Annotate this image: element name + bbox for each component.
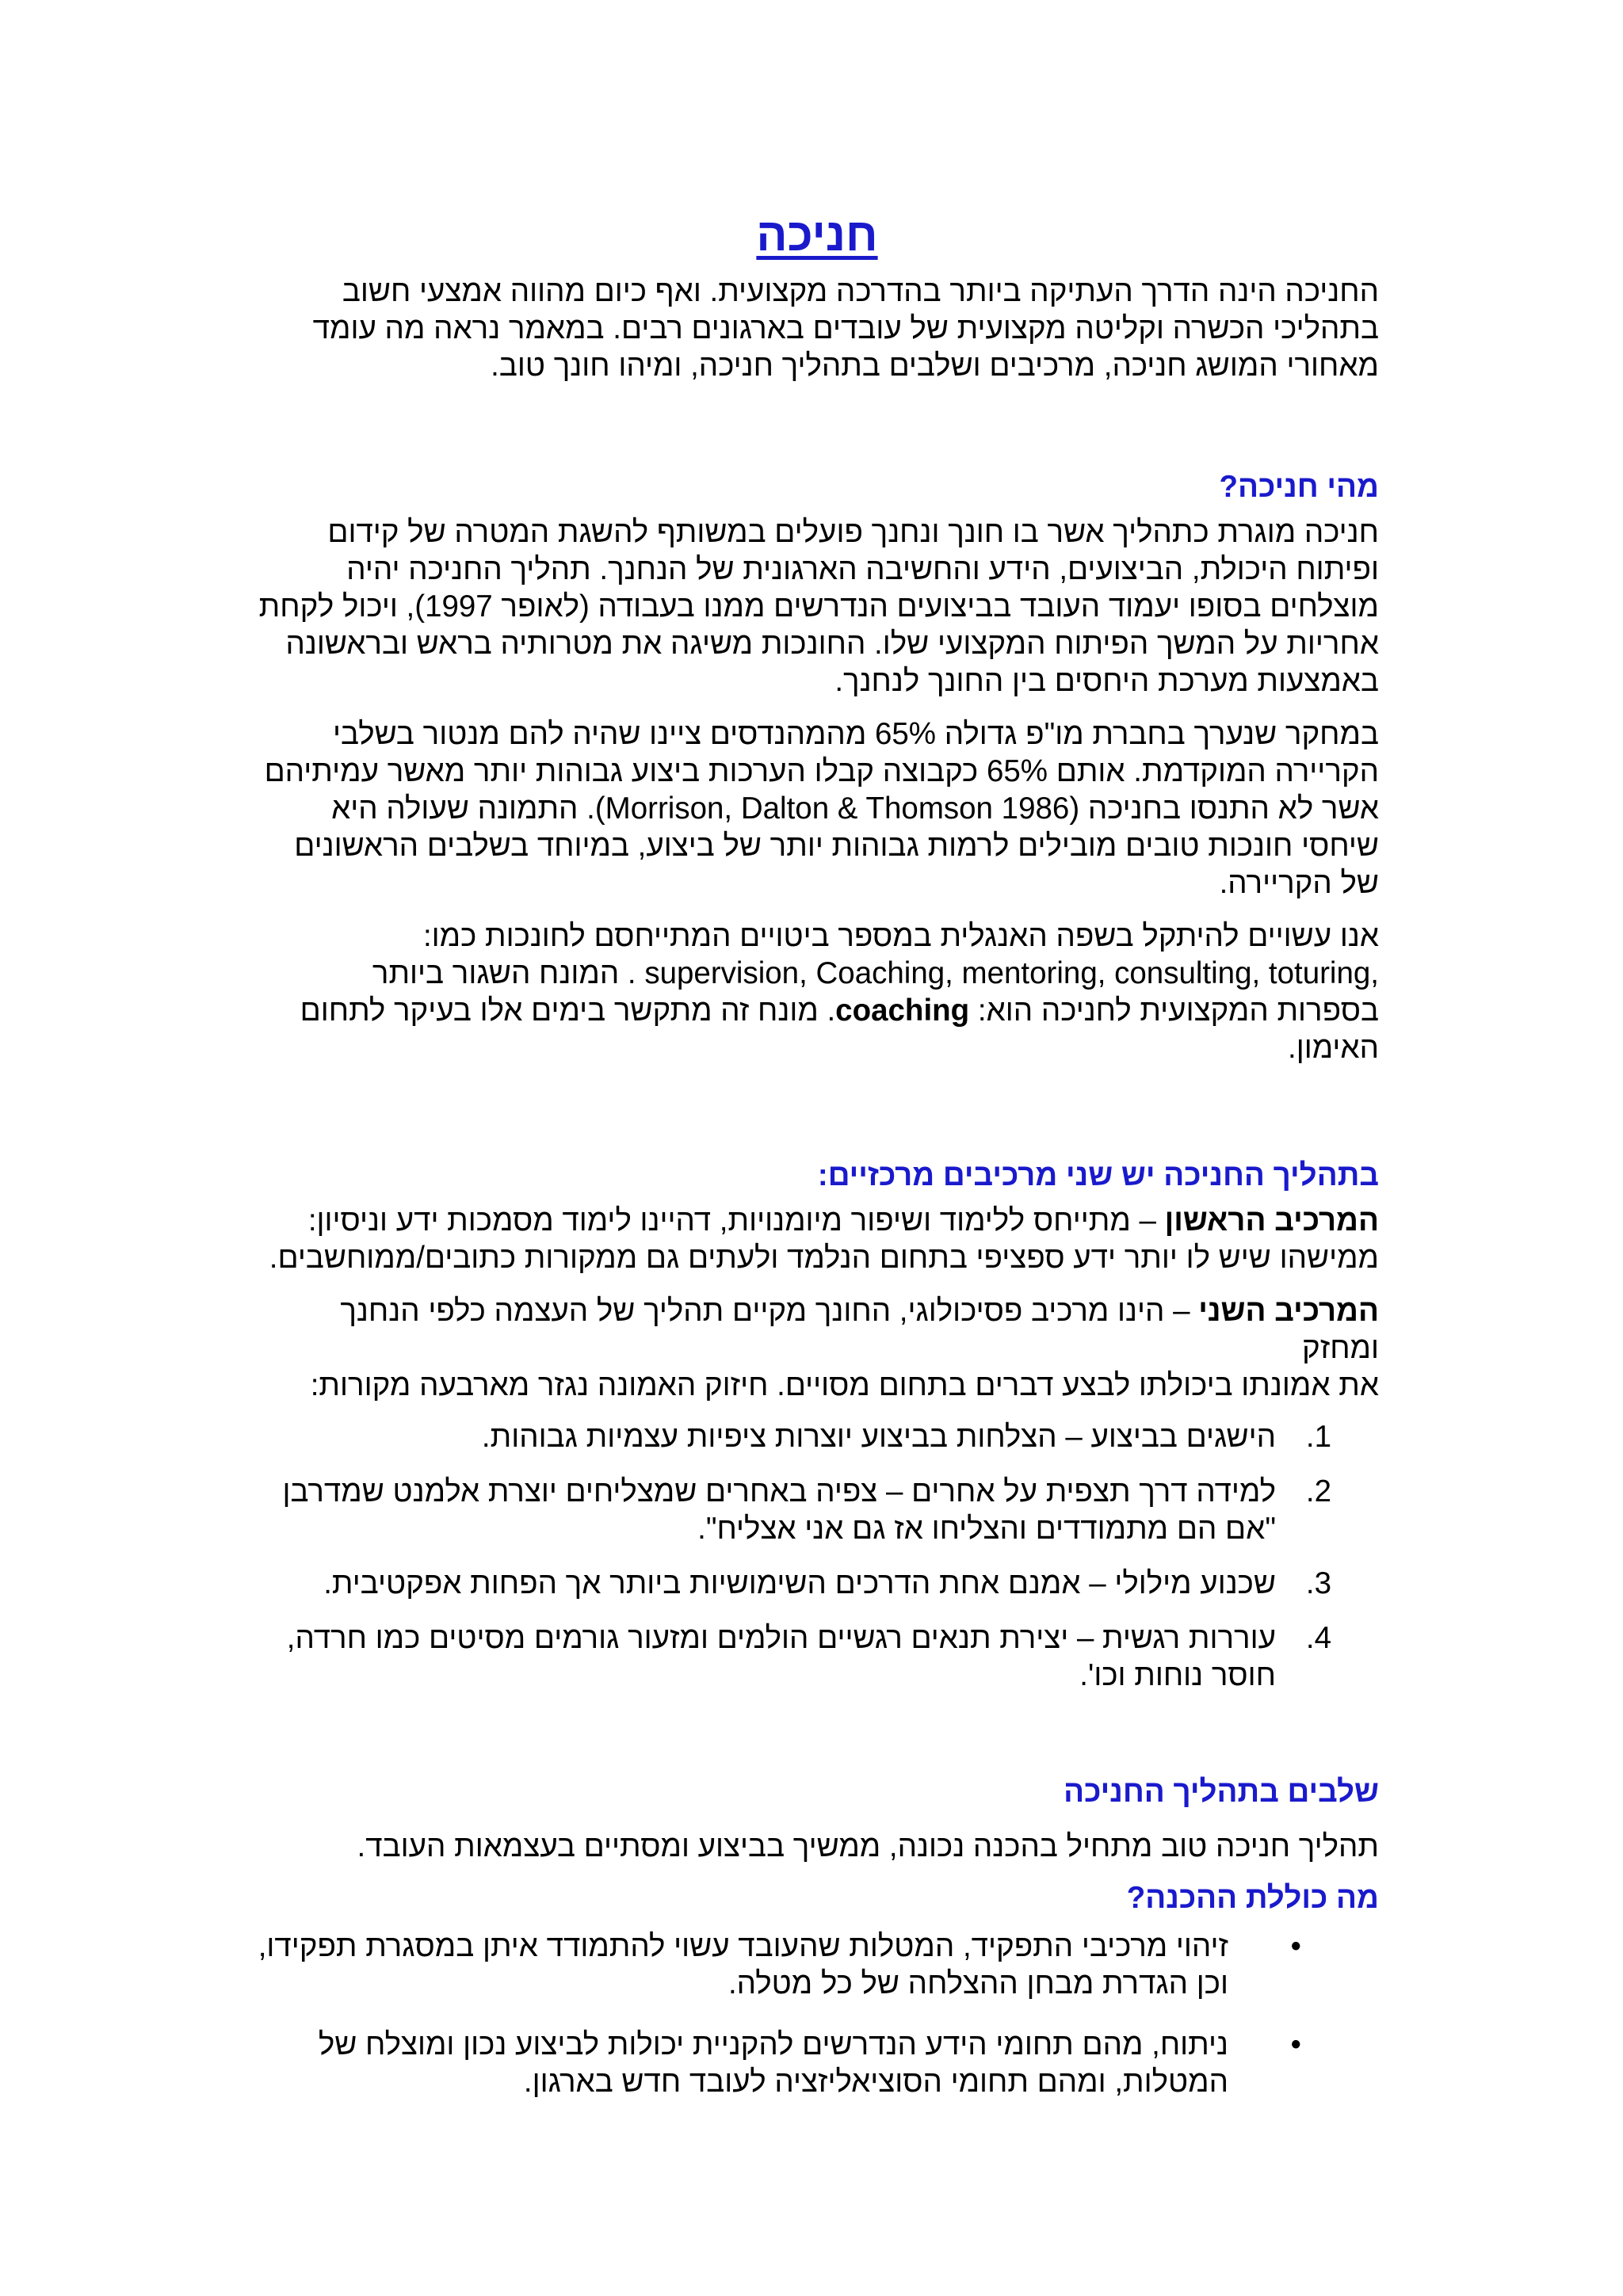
intro-line: בתהליכי הכשרה וקליטה מקצועית של עובדים בארגונים רבים. במאמר נראה מה עומד	[312, 311, 1379, 345]
paragraph-fragment: – מתייחס ללימוד ושיפור מיומנויות, דהיינו לימוד מסמכות ידע וניסיון:	[307, 1203, 1165, 1238]
paragraph-line: אחריות על המשך הפיתוח המקצועי שלו. החונכות משיגה את מטרותיה בראש ובראשונה	[285, 627, 1379, 661]
paragraph-line: אנו עשויים להיתקל בשפה האנגלית במספר ביטויים המתייחסם לחונכות כמו:	[422, 919, 1379, 953]
second-component-label: המרכיב השני	[1198, 1294, 1379, 1328]
second-component-paragraph	[255, 1292, 1379, 1404]
list-item-line: הישגים בביצוע – הצלחות בביצוע יוצרות ציפיות עצמיות גבוהות.	[481, 1420, 1276, 1454]
sources-list	[255, 1418, 1379, 1694]
paragraph-fragment: בספרות המקצועית לחניכה הוא:	[969, 994, 1379, 1028]
what-is-heading: מהי חניכה?	[1219, 470, 1379, 504]
bullet-icon: •	[1290, 2027, 1301, 2061]
list-item	[255, 1473, 1379, 1547]
paragraph-line: של הקריירה.	[1219, 866, 1379, 900]
paragraph-line	[255, 992, 1379, 1029]
first-component-paragraph	[255, 1202, 1379, 1276]
list-item	[255, 2026, 1379, 2100]
paragraph-line	[255, 955, 1379, 992]
list-item-line: עוררות רגשית – יצירת תנאים רגשיים הולמים ומזעור גורמים מסיטים כמו חרדה,	[286, 1621, 1276, 1655]
paragraph-line: חניכה מוגרת כתהליך אשר בו חונך ונחנך פועלים במשותף להשגת המטרה של קידום	[327, 515, 1379, 549]
coaching-term: coaching	[835, 994, 970, 1028]
preparation-list	[255, 1928, 1379, 2100]
list-number: 4.	[1305, 1621, 1331, 1655]
intro-line: החניכה הינה הדרך העתיקה ביותר בהדרכה מקצועית. ואף כיום מהווה אמצעי חשוב	[342, 274, 1379, 308]
list-item	[255, 1418, 1379, 1455]
list-item-line: חוסר נוחות וכו'.	[1079, 1658, 1276, 1692]
list-number: 2.	[1305, 1474, 1331, 1508]
page-title: חניכה	[756, 209, 878, 261]
list-item-line: "אם הם מתמודדים והצליחו אז גם אני אצליח".	[697, 1512, 1276, 1546]
list-item-line: למידה דרך תצפית על אחרים – צפיה באחרים שמצליחים יוצרת אלמנט שמדרבן	[282, 1474, 1276, 1508]
what-is-paragraph-2	[255, 715, 1379, 902]
list-number: 1.	[1305, 1420, 1331, 1454]
paragraph-line: באמצעות מערכת היחסים בין החונך לנחנך.	[834, 664, 1379, 698]
list-item	[255, 1928, 1379, 2002]
paragraph-fragment: . מונח זה מתקשר בימים אלו בעיקר לתחום	[300, 994, 836, 1028]
document-page	[255, 208, 1379, 2124]
list-number: 3.	[1305, 1566, 1331, 1600]
list-item-line: וכן הגדרת מבחן ההצלחה של כל מטלה.	[727, 1966, 1228, 2000]
paragraph-line: מוצלחים בסופו יעמוד העובד בביצועים הנדרשים ממנו בעבודה (לאופר 1997), ויכול לקחת	[258, 589, 1379, 624]
paragraph-fragment: – הינו מרכיב פסיכולוגי, החונך מקיים תהליך של העצמה כלפי הנחנך ומחזק	[340, 1294, 1379, 1365]
what-is-paragraph-1	[255, 513, 1379, 700]
paragraph-line	[255, 1202, 1379, 1239]
paragraph-line: אשר לא התנסו בחניכה (Morrison, Dalton & Thomson 1986). התמונה שעולה היא	[331, 791, 1379, 826]
english-terms: supervision, Coaching, mentoring, consulting, toturing,	[644, 956, 1379, 990]
list-item	[255, 1565, 1379, 1602]
list-item-line: שכנוע מילולי – אמנם אחת הדרכים השימושיות ביותר אך הפחות אפקטיבית.	[323, 1566, 1276, 1600]
first-component-label: המרכיב הראשון	[1164, 1203, 1379, 1238]
paragraph-fragment: . המונח השגור ביותר	[372, 956, 636, 990]
stages-paragraph: תהליך חניכה טוב מתחיל בהכנה נכונה, ממשיך בביצוע ומסתיים בעצמאות העובד.	[357, 1829, 1379, 1863]
list-item-line: זיהוי מרכיבי התפקיד, המטלות שהעובד עשוי להתמודד איתן במסגרת תפקידו,	[258, 1929, 1228, 1963]
paragraph-line: במחקר שנערך בחברת מו"פ גדולה 65% מהמהנדסים ציינו שהיה להם מנטור בשלבי	[332, 717, 1379, 751]
paragraph-line: הקריירה המוקדמת. אותם 65% כקבוצה קבלו הערכות ביצוע גבוהות יותר מאשר עמיתיהם	[264, 754, 1379, 788]
what-is-paragraph-3	[255, 917, 1379, 1066]
list-item-line: המטלות, ומהם תחומי הסוציאליזציה לעובד חדש בארגון.	[523, 2065, 1228, 2099]
paragraph-line: שיחסי חונכות טובים מובילים לרמות גבוהות יותר של ביצוע, במיוחד בשלבים הראשונים	[294, 829, 1379, 863]
list-item	[255, 1619, 1379, 1694]
paragraph-line: האימון.	[1288, 1031, 1379, 1065]
intro-paragraph	[255, 273, 1379, 384]
components-heading: בתהליך החניכה יש שני מרכיבים מרכזיים:	[817, 1158, 1379, 1192]
preparation-heading: מה כוללת ההכנה?	[1126, 1881, 1379, 1915]
list-item-line: ניתוח, מהם תחומי הידע הנדרשים להקניית יכולות לביצוע נכון ומוצלח של	[318, 2027, 1228, 2061]
paragraph-line	[255, 1292, 1379, 1367]
paragraph-line: ופיתוח היכולת, הביצועים, הידע והחשיבה הארגונית של הנחנך. תהליך החניכה יהיה	[346, 552, 1379, 586]
intro-line: מאחורי המושג חניכה, מרכיבים ושלבים בתהליך חניכה, ומיהו חונך טוב.	[491, 349, 1379, 383]
bullet-icon: •	[1290, 1929, 1301, 1963]
paragraph-line: את אמונתו ביכולתו לבצע דברים בתחום מסויים. חיזוק האמונה נגזר מארבעה מקורות:	[310, 1368, 1379, 1402]
paragraph-line: ממישהו שיש לו יותר ידע ספציפי בתחום הנלמד ולעתים גם ממקורות כתובים/ממוחשבים.	[269, 1241, 1379, 1275]
stages-heading: שלבים בתהליך החניכה	[1064, 1775, 1379, 1809]
